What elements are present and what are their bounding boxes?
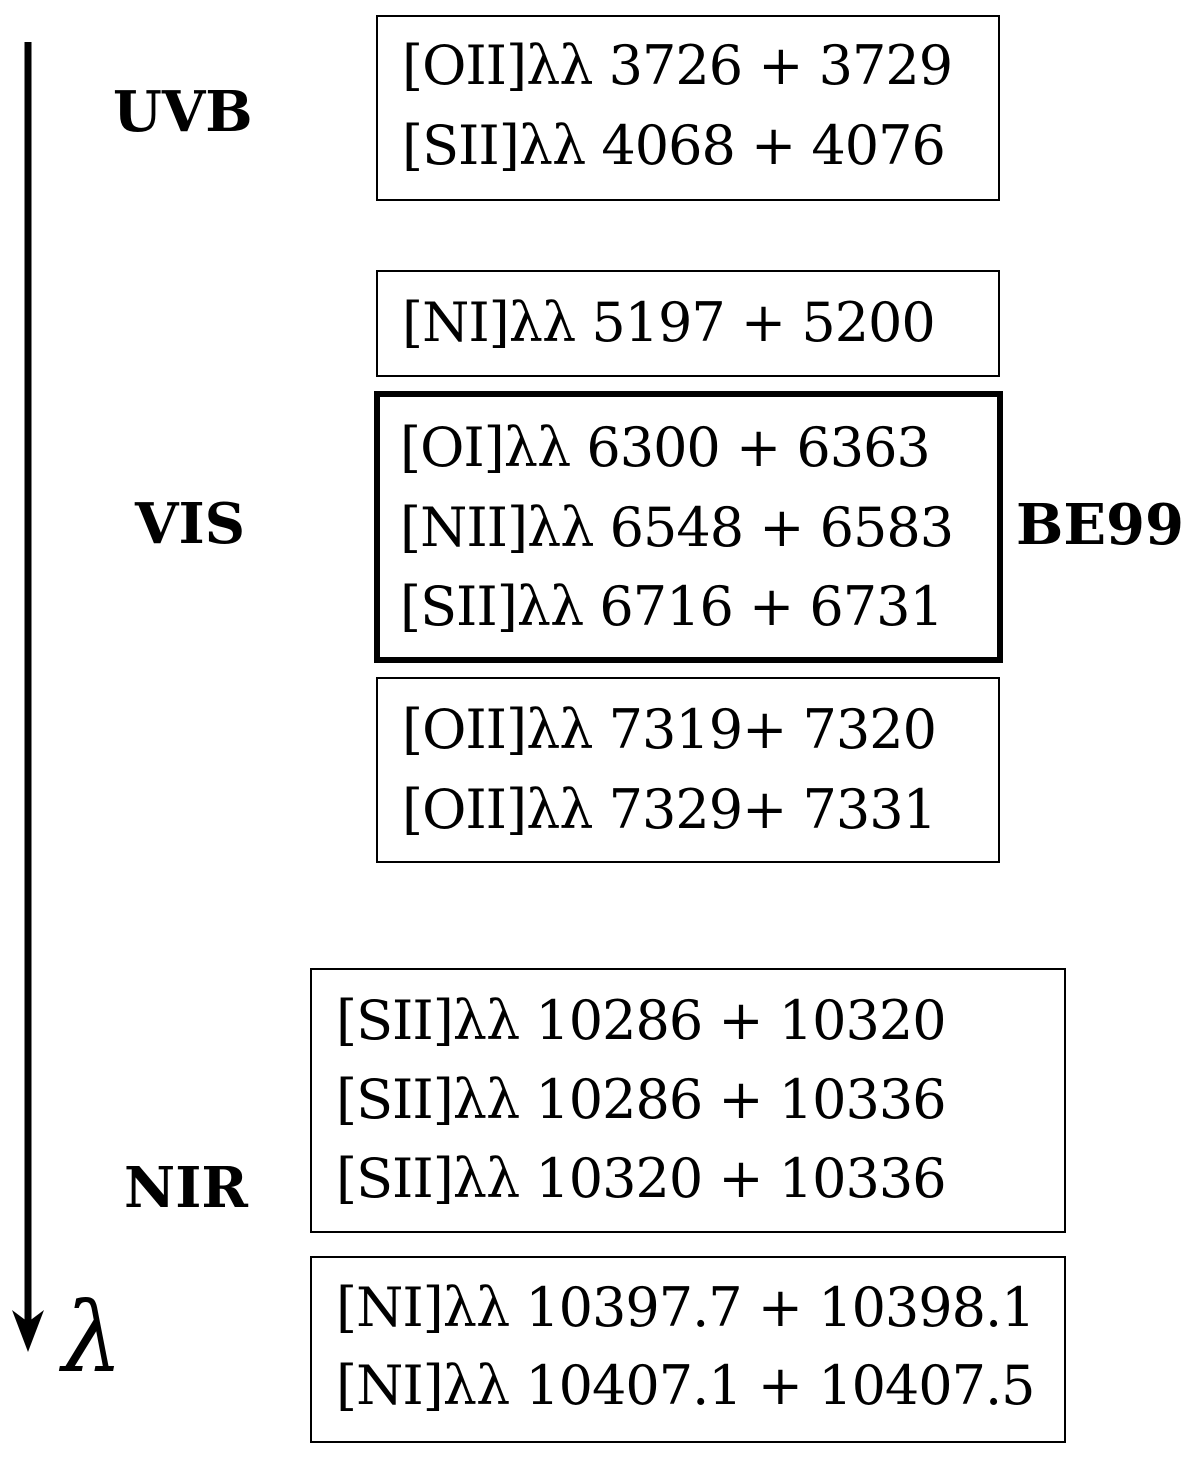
emission-line-label: [OI]λλ 6300 + 6363	[400, 416, 930, 479]
line-group-box	[310, 968, 1066, 1233]
emission-line-label: [SII]λλ 10286 + 10336	[336, 1068, 946, 1131]
line-group-box	[376, 270, 1000, 377]
emission-line-label: [NI]λλ 10407.1 + 10407.5	[336, 1354, 1035, 1417]
be99-line-group-box	[374, 391, 1003, 663]
emission-line-label: [OII]λλ 3726 + 3729	[402, 34, 953, 97]
emission-line-label: [SII]λλ 10286 + 10320	[336, 989, 946, 1052]
emission-line-label: [NI]λλ 5197 + 5200	[402, 291, 935, 354]
band-label-nir: NIR	[124, 1155, 248, 1221]
emission-line-label: [SII]λλ 4068 + 4076	[402, 114, 945, 177]
emission-line-label: [SII]λλ 6716 + 6731	[400, 575, 943, 638]
line-group-box	[376, 15, 1000, 201]
band-label-uvb: UVB	[113, 79, 253, 145]
emission-line-label: [OII]λλ 7329+ 7331	[402, 778, 936, 841]
emission-line-label: [OII]λλ 7319+ 7320	[402, 698, 936, 761]
wavelength-axis-arrow	[0, 0, 80, 1370]
be99-tag: BE99	[1016, 492, 1184, 558]
axis-lambda-symbol: λ	[62, 1282, 123, 1394]
line-group-box	[310, 1256, 1066, 1443]
line-group-box	[376, 677, 1000, 863]
emission-line-label: [SII]λλ 10320 + 10336	[336, 1147, 946, 1210]
emission-line-label: [NII]λλ 6548 + 6583	[400, 496, 954, 559]
band-label-vis: VIS	[135, 491, 246, 557]
emission-line-label: [NI]λλ 10397.7 + 10398.1	[336, 1276, 1035, 1339]
